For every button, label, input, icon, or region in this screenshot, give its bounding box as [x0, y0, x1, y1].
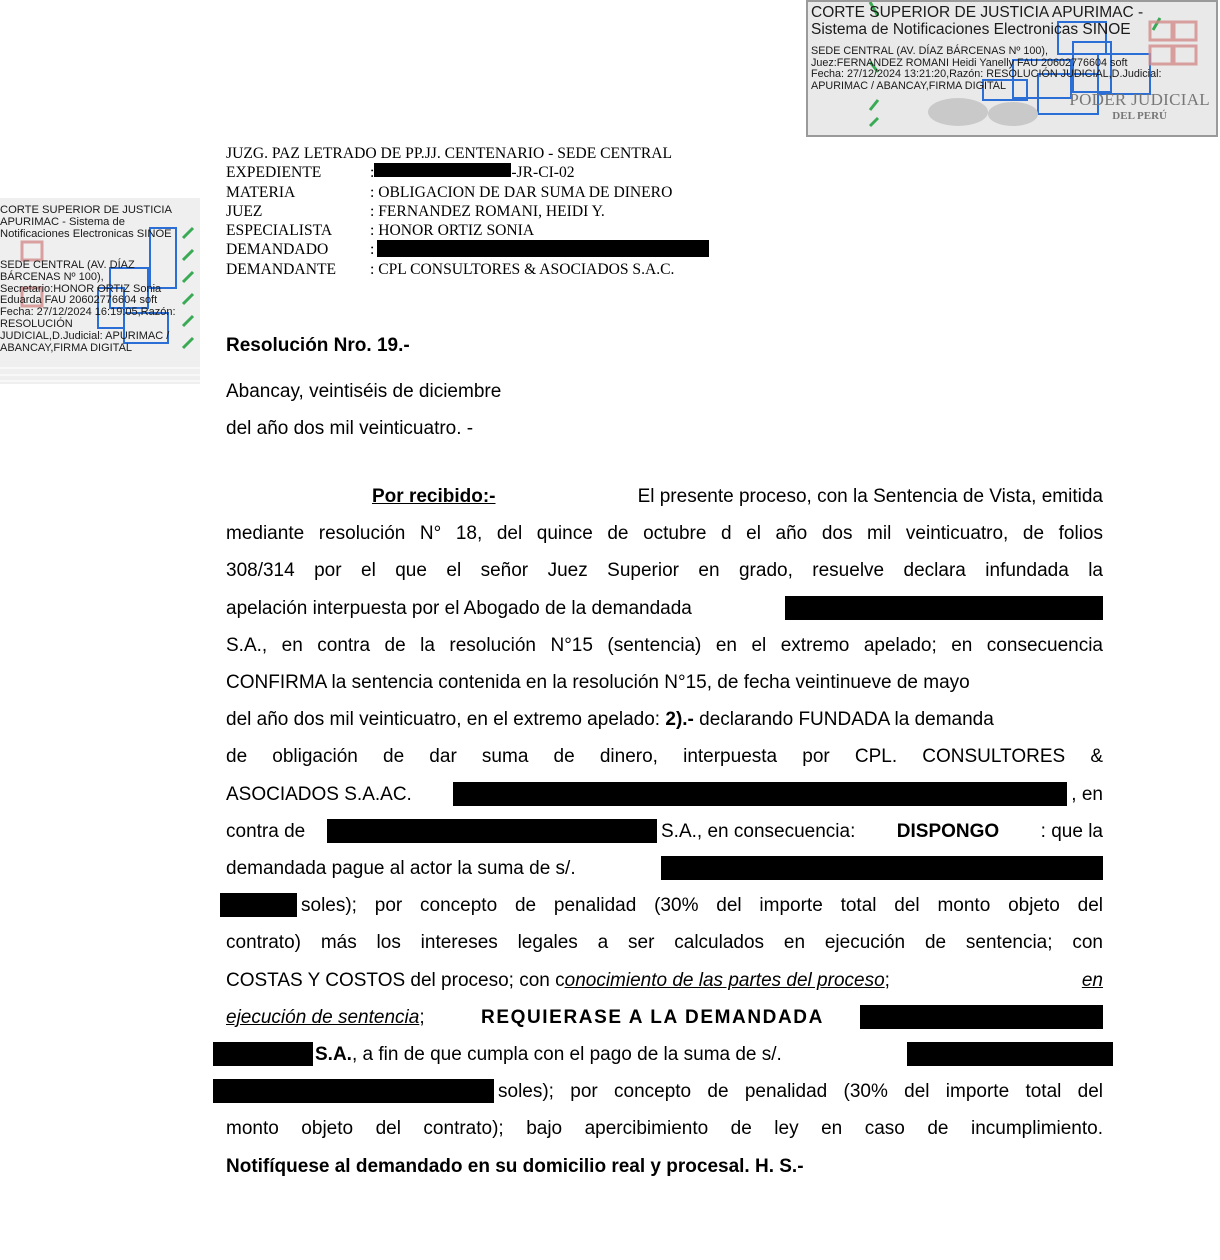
redaction-bar — [907, 1042, 1113, 1066]
materia-label: MATERIA — [226, 183, 296, 201]
body-line: de obligación de dar suma de dinero, interpuesta por CPL. CONSULTORES & — [226, 746, 1103, 768]
redaction-bar — [220, 893, 297, 917]
body-text: declarando FUNDADA la demanda — [699, 709, 994, 731]
redaction-bar — [374, 163, 511, 177]
body-line — [226, 701, 1103, 738]
requiere-keyword: REQUIERASE A LA DEMANDADA — [481, 1006, 824, 1028]
juez-value: : FERNANDEZ ROMANI, HEIDI Y. — [370, 202, 605, 220]
juez-row — [226, 202, 709, 221]
body-text: soles); por concepto de penalidad (30% del importe total del monto objeto del — [301, 895, 1103, 917]
body-text: : que la — [1040, 820, 1103, 842]
point-number: 2).- — [665, 709, 694, 731]
demandado-row — [226, 240, 709, 259]
body-line: monto objeto del contrato); bajo apercibimiento de ley en caso de incumplimiento. — [226, 1118, 1103, 1140]
resolution-date — [226, 373, 501, 448]
body-line: contrato) más los intereses legales a ser calculados en ejecución de sentencia; con — [226, 932, 1103, 954]
redaction-bar — [213, 1079, 494, 1103]
notification-closing: Notifíquese al demandado en su domicilio real y procesal. H. S.- — [226, 1155, 804, 1177]
demandado-prefix: : — [370, 241, 375, 259]
body-text: ASOCIADOS S.A.AC. — [226, 783, 412, 805]
body-line: mediante resolución N° 18, del quince de octubre d el año dos mil veinticuatro, de folios — [226, 523, 1103, 545]
body-line — [226, 776, 1103, 813]
emphasis-text: en — [1081, 969, 1103, 991]
body-line — [226, 1036, 1103, 1073]
redaction-bar — [661, 856, 1103, 880]
body-text: ; — [884, 969, 890, 991]
especialista-label: ESPECIALISTA — [226, 222, 333, 240]
dispongo-keyword: DISPONGO — [896, 820, 1000, 842]
expediente-label: EXPEDIENTE — [226, 164, 322, 182]
stamp-signature-details: SEDE CENTRAL (AV. DÍAZ BÁRCENAS Nº 100), Secretario:HONOR ORTIZ Sonia Eduarda FAU 20602776604 soft Fecha: 27/12/2024 16:19:05,Razón: — [0, 259, 176, 319]
redaction-bar — [860, 1005, 1103, 1029]
body-line — [226, 590, 1103, 627]
court-name: JUZG. PAZ LETRADO DE PP.JJ. CENTENARIO - SEDE CENTRAL — [226, 145, 673, 162]
body-line: S.A., en contra de la resolución N°15 (sentencia) en el extremo apelado; en consecuencia — [226, 634, 1103, 656]
demandado-label: DEMANDADO — [226, 241, 329, 259]
body-text: demandada pague al actor la suma de s/. — [226, 858, 576, 879]
body-text: COSTAS Y COSTOS del proceso; con c — [226, 969, 565, 991]
redaction-bar — [453, 782, 1067, 806]
body-line: CONFIRMA la sentencia contenida en la resolución N°15, de fecha veintinueve de mayo — [226, 672, 970, 693]
especialista-value: : HONOR ORTIZ SONIA — [370, 222, 535, 240]
por-recibido-heading: Por recibido:- — [372, 486, 496, 507]
emphasis-text: onocimiento de las partes del proceso — [564, 969, 885, 991]
emphasis-text: ejecución de sentencia — [226, 1006, 420, 1028]
stamp-court-title: CORTE SUPERIOR DE JUSTICIA APURIMAC - Sistema de Notificaciones Electronicas SINOE — [811, 4, 1144, 38]
date-line-1: Abancay, veintiséis de diciembre — [226, 381, 502, 402]
stamp-signature-details: SEDE CENTRAL (AV. DÍAZ BÁRCENAS Nº 100), Juez:FERNANDEZ ROMANI Heidi Yanelly FAU 20602776604 soft Fecha: 27/12/2024 13:21:20,Razón: RESOLUCIÓN JUDICIAL,D.Judicial: APURIMAC / ABANCAY,FIRMA DIGITAL — [811, 45, 1162, 92]
body-text-group — [661, 813, 1103, 850]
expediente-prefix: : — [370, 164, 375, 182]
redaction-bar — [327, 819, 657, 843]
body-text: , en — [1071, 783, 1103, 805]
especialista-row — [226, 221, 709, 240]
body-line — [226, 850, 1103, 887]
expediente-row — [226, 163, 709, 182]
body-text: contra de — [226, 820, 306, 842]
poder-judicial-logo: PODER JUDICIAL DEL PERÚ — [1069, 90, 1210, 122]
redaction-bar — [377, 240, 709, 257]
materia-row — [226, 183, 709, 202]
body-line — [226, 1073, 1103, 1110]
redaction-bar — [785, 596, 1103, 620]
demandante-label: DEMANDANTE — [226, 260, 337, 278]
demandante-value: : CPL CONSULTORES & ASOCIADOS S.A.C. — [370, 260, 675, 278]
stamp-court-title: CORTE SUPERIOR DE JUSTICIA APURIMAC - Sistema de Notificaciones Electronicas SINOE — [0, 204, 172, 241]
body-line — [372, 478, 1103, 515]
digital-signature-stamp-secretary — [0, 198, 200, 384]
case-header — [226, 144, 709, 279]
body-text: soles); por concepto de penalidad (30% del importe total del — [498, 1081, 1103, 1103]
body-text: apelación interpuesta por el Abogado de la demandada — [226, 597, 692, 619]
sa-keyword: S.A. — [315, 1044, 352, 1065]
date-line-2: del año dos mil veinticuatro. - — [226, 418, 474, 440]
body-text-group — [315, 1036, 782, 1073]
body-line — [226, 887, 1103, 924]
demandante-row — [226, 260, 709, 279]
body-line — [226, 999, 1103, 1036]
body-text: , a fin de que cumpla con el pago de la suma de s/. — [351, 1044, 782, 1065]
juez-label: JUEZ — [226, 202, 263, 220]
materia-value: : OBLIGACION DE DAR SUMA DE DINERO — [370, 183, 673, 201]
expediente-suffix: -JR-CI-02 — [511, 164, 575, 182]
stamp-signature-reason: RESOLUCIÓN JUDICIAL,D.Judicial: APURIMAC / ABANCAY,FIRMA DIGITAL — [0, 318, 170, 354]
body-text: del año dos mil veinticuatro, en el extremo apelado: — [226, 709, 661, 731]
body-line: 308/314 por el que el señor Juez Superior en grado, resuelve declara infundada la — [226, 560, 1103, 582]
body-line — [226, 813, 1103, 850]
body-text: S.A., en consecuencia: — [661, 820, 856, 842]
resolution-number: Resolución Nro. 19.- — [226, 335, 410, 356]
redaction-bar — [213, 1042, 313, 1066]
body-text: ; — [419, 1006, 425, 1028]
body-line — [226, 962, 1103, 999]
body-text: El presente proceso, con la Sentencia de Vista, emitida — [637, 486, 1103, 507]
digital-signature-stamp-judge — [806, 0, 1218, 137]
